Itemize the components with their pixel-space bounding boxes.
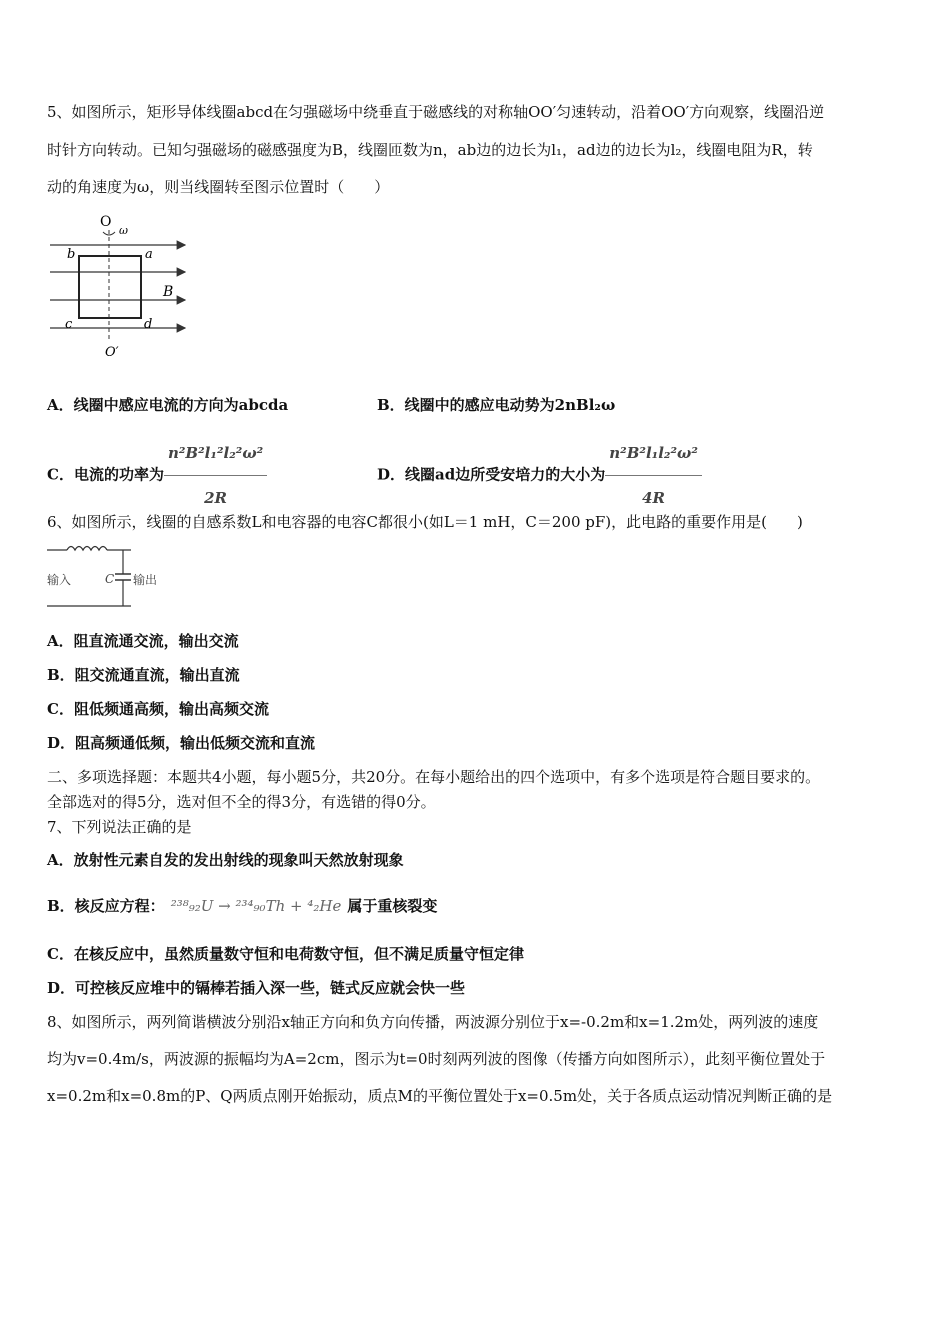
corner-a-label: a — [145, 247, 153, 262]
q5-option-d-fraction: $\frac{\text{n²B²l₁l₂²ω²}}{4R}$ — [605, 432, 702, 519]
inductor-coil — [67, 547, 107, 551]
corner-b-label: b — [67, 247, 76, 262]
coil-rectangle — [79, 256, 141, 318]
q8-stem-line-2: 均为v=0.4m/s，两波源的振幅均为A=2cm，图示为t=0时刻两列波的图像（传播方向如图所示），此刻平衡位置处于 — [47, 1050, 826, 1068]
q5-option-c — [47, 432, 267, 519]
field-b-label: B — [163, 284, 174, 300]
omega-label: ω — [119, 224, 128, 237]
axis-label-bottom: O′ — [105, 345, 119, 360]
q5-stem-line-2: 时针方向转动。已知匀强磁场的磁感强度为B，线圈匝数为n，ab边的边长为l₁，ad边的边长为l₂，线圈电阻为R，转 — [47, 141, 813, 159]
input-label: 输入 — [47, 573, 72, 587]
q6-option-a: A．阻直流通交流，输出交流 — [47, 632, 239, 650]
q5-coil-figure — [45, 210, 195, 360]
q7-option-d: D．可控核反应堆中的镉棒若插入深一些，链式反应就会快一些 — [47, 979, 466, 997]
q7-stem: 7、下列说法正确的是 — [47, 818, 192, 836]
q5-option-d-text: D．线圈ad边所受安培力的大小为 — [377, 465, 606, 484]
q5-option-c-fraction: $\frac{\text{n²B²l₁²l₂²ω²}}{2R}$ — [164, 432, 267, 519]
q5-option-d — [377, 432, 702, 519]
q5-option-a: A．线圈中感应电流的方向为abcda — [47, 396, 289, 414]
corner-c-label: c — [65, 317, 73, 332]
q6-option-d: D．阻高频通低频，输出低频交流和直流 — [47, 734, 316, 752]
q6-stem: 6、如图所示，线圈的自感系数L和电容器的电容C都很小(如L＝1 mH，C＝200 pF)，此电路的重要作用是( ) — [47, 513, 803, 531]
q7-option-b-suffix: 属于重核裂变 — [347, 897, 438, 915]
q6-option-c: C．阻低频通高频，输出高频交流 — [47, 700, 269, 718]
q7-option-c: C．在核反应中，虽然质量数守恒和电荷数守恒，但不满足质量守恒定律 — [47, 945, 524, 963]
q5-option-b: B．线圈中的感应电动势为2nBl₂ω — [377, 396, 616, 414]
q6-option-b: B．阻交流通直流，输出直流 — [47, 666, 240, 684]
q8-stem-line-3: x=0.2m和x=0.8m的P、Q两质点刚开始振动，质点M的平衡位置处于x=0.5m处，关于各质点运动情况判断正确的是 — [47, 1087, 833, 1105]
q7-option-b — [47, 893, 437, 919]
axis-label-top: O — [100, 214, 112, 230]
q7-option-a: A．放射性元素自发的发出射线的现象叫天然放射现象 — [47, 851, 404, 869]
corner-d-label: d — [144, 317, 153, 332]
section-2-heading-line-1: 二、多项选择题：本题共4小题，每小题5分，共20分。在每小题给出的四个选项中，有多个选项是符合题目要求的。 — [47, 768, 821, 786]
q7-nuclear-equation: ²³⁸₉₂U → ²³⁴₉₀Th + ⁴₂He — [170, 897, 342, 915]
q5-option-c-text: C．电流的功率为 — [47, 465, 164, 484]
section-2-heading-line-2: 全部选对的得5分，选对但不全的得3分，有选错的得0分。 — [47, 793, 436, 811]
q7-option-b-prefix: B．核反应方程： — [47, 897, 165, 915]
capacitor-label: C — [105, 572, 115, 586]
q8-stem-line-1: 8、如图所示，两列简谐横波分别沿x轴正方向和负方向传播，两波源分别位于x=-0.2m和x=1.2m处，两列波的速度 — [47, 1013, 819, 1031]
q5-stem-line-3: 动的角速度为ω，则当线圈转至图示位置时（ ） — [47, 178, 390, 196]
q6-lc-circuit-figure — [45, 540, 175, 612]
q5-stem-line-1: 5、如图所示，矩形导体线圈abcd在匀强磁场中绕垂直于磁感线的对称轴OO′匀速转动，沿着OO′方向观察，线圈沿逆 — [47, 103, 825, 121]
output-label: 输出 — [133, 573, 158, 587]
